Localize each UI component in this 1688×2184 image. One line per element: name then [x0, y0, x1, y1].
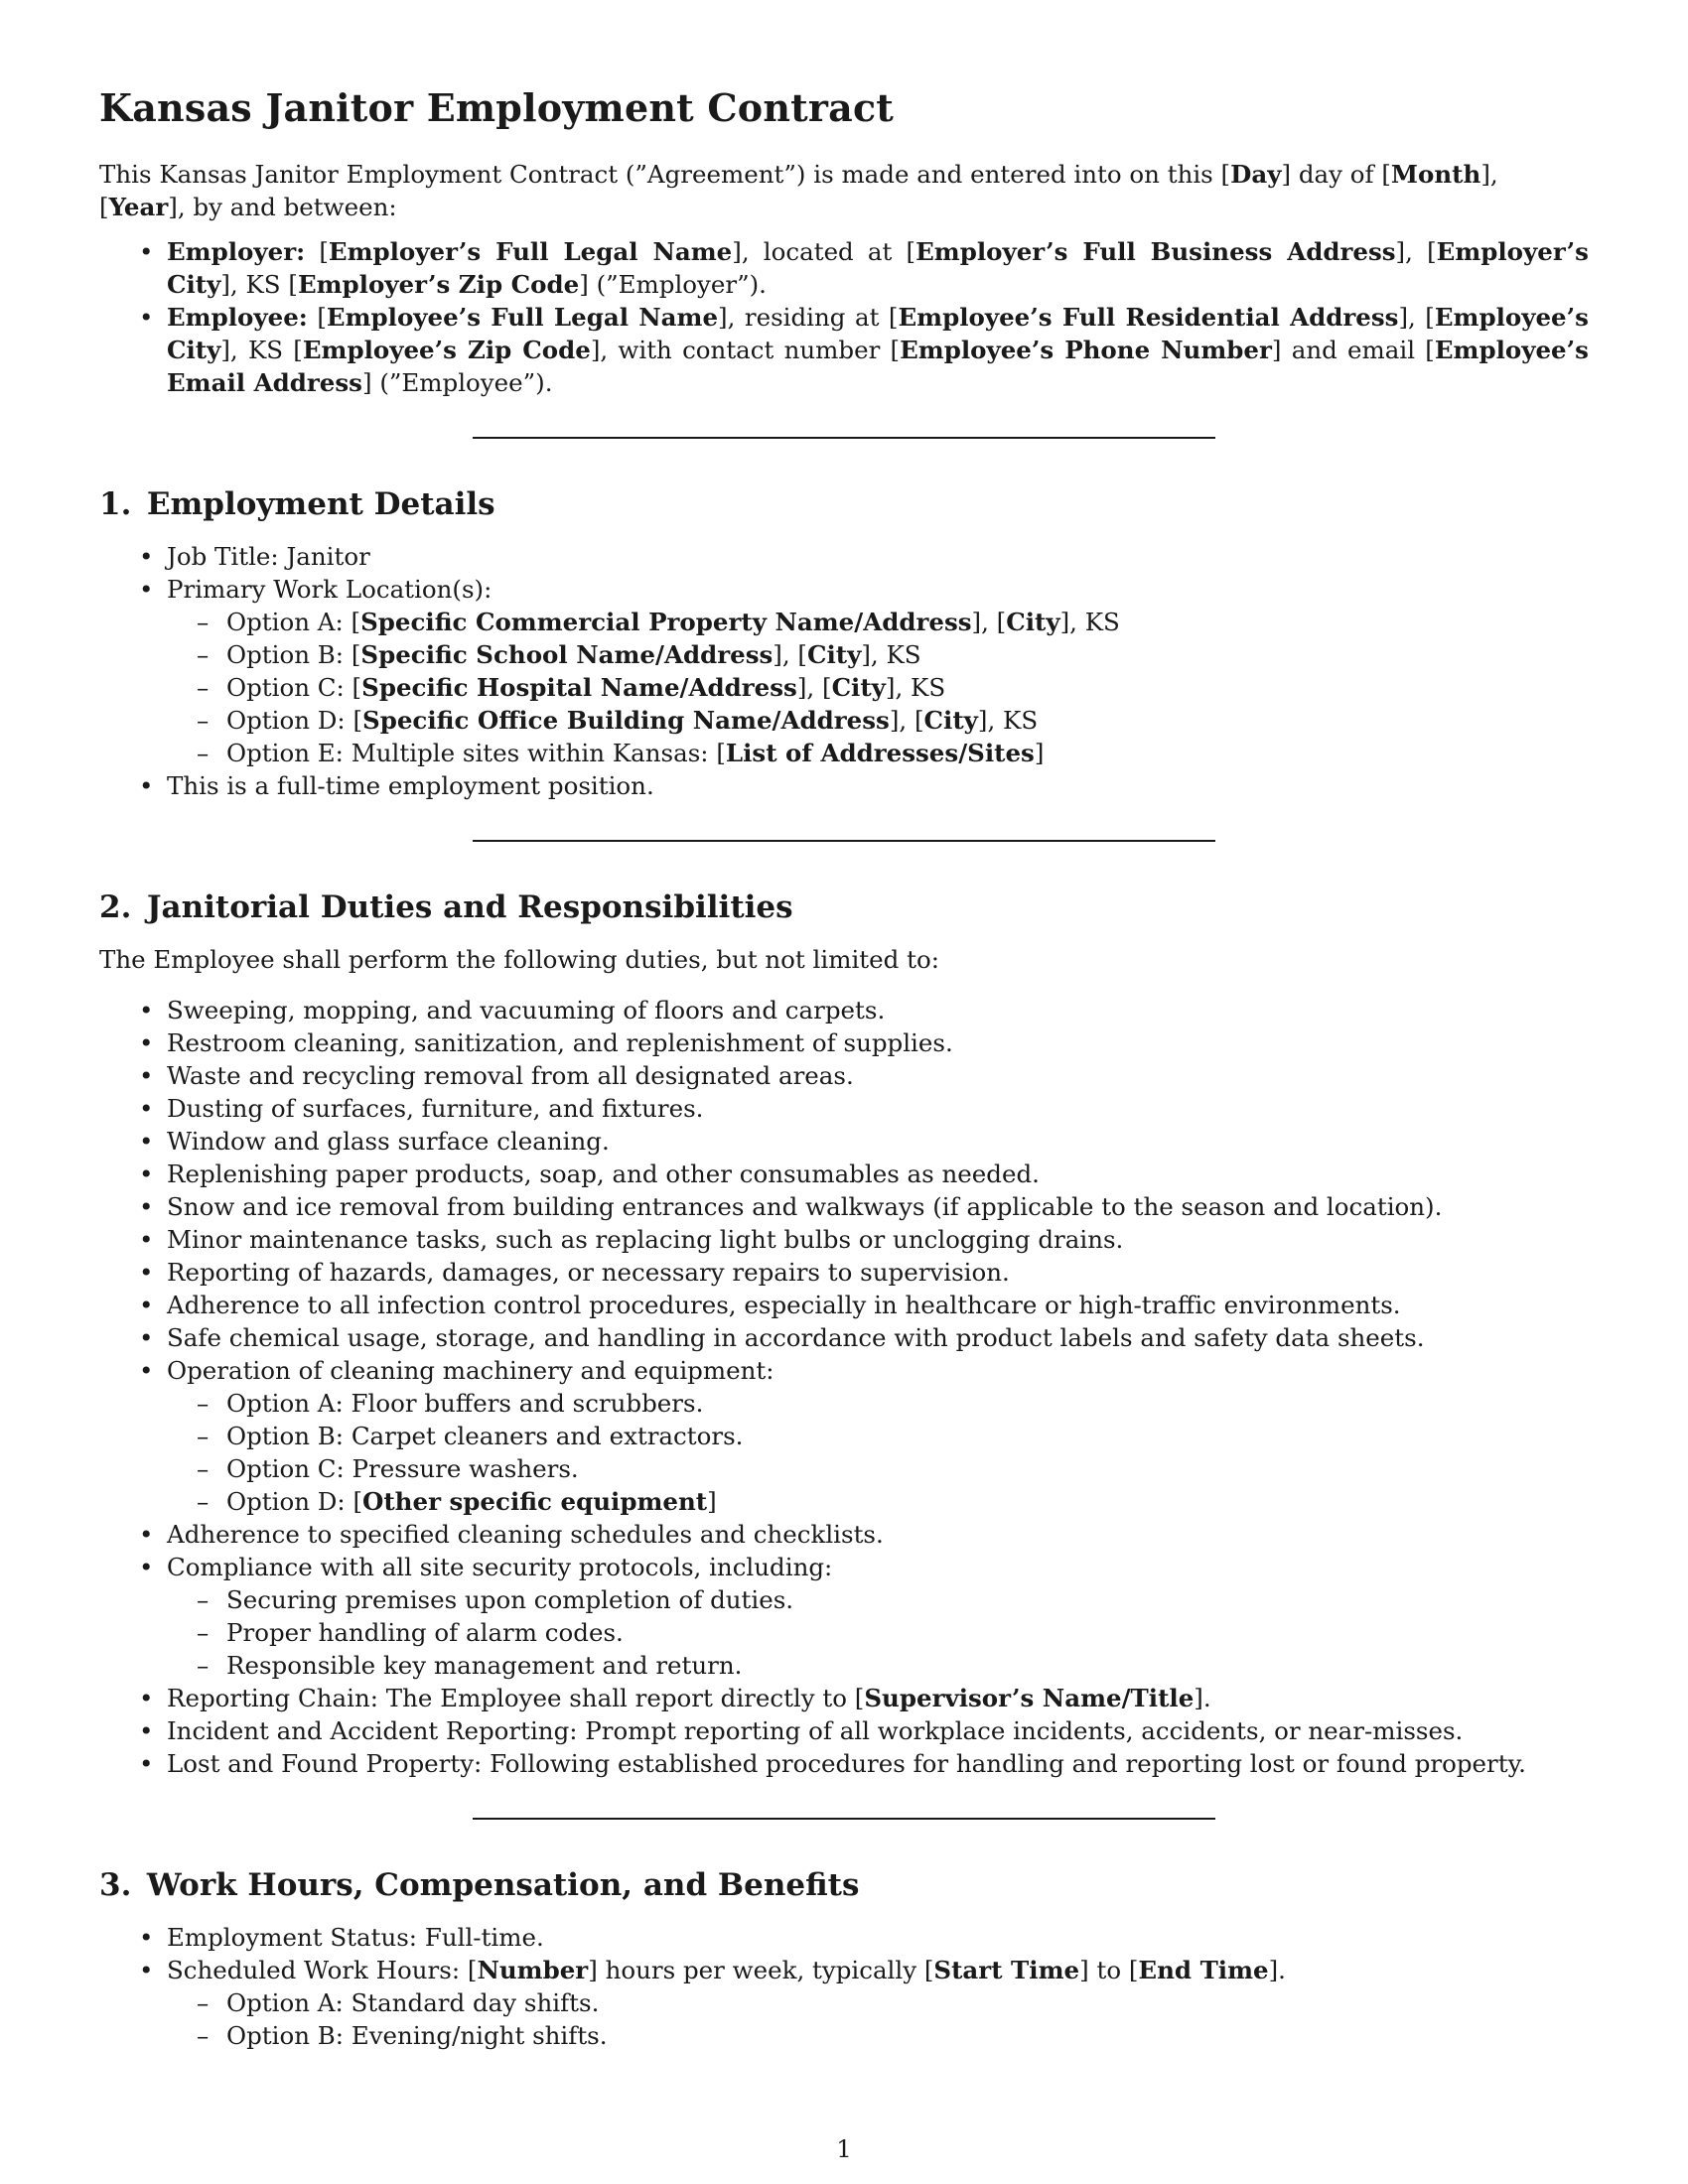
sub-list-item: – Option D: [Specific Office Building Name/Address], [City], KS	[226, 704, 1589, 737]
sub-list-item: – Responsible key management and return.	[226, 1649, 1589, 1682]
section-divider	[473, 437, 1215, 439]
list-item: • Window and glass surface cleaning.	[167, 1125, 1589, 1158]
employer-label: Employer:	[167, 237, 306, 266]
month-field: Month	[1390, 160, 1481, 189]
list-item: • Dusting of surfaces, furniture, and fixtures.	[167, 1092, 1589, 1125]
employee-item: • Employee: [Employee’s Full Legal Name], residing at [Employee’s Full Residential Address], [Employee’s City], KS [Employee’s Zip Code], with contact number [Employee’s Phone Number] and email [Employee’s Email Address] (”Employee”).	[167, 301, 1589, 399]
sub-list-item: – Proper handling of alarm codes.	[226, 1616, 1589, 1649]
shift-options	[167, 1986, 1589, 2052]
list-item: • Operation of cleaning machinery and equipment: – Option A: Floor buffers and scrubbers. – Option B: Carpet cleaners and extractors. – Option C: Pressure washers. – Option D: [Other specific equipment]	[167, 1354, 1589, 1518]
sub-list-item: – Option A: Standard day shifts.	[226, 1986, 1589, 2019]
list-item: • Incident and Accident Reporting: Prompt reporting of all workplace incidents, accidents, or near-misses.	[167, 1714, 1589, 1747]
employee-city-field: Employee’s City	[167, 303, 1589, 364]
employee-zip-field: Employee’s Zip Code	[302, 336, 591, 364]
end-time-field: End Time	[1138, 1956, 1269, 1984]
employee-phone-field: Employee’s Phone Number	[900, 336, 1272, 364]
sub-list-item: – Option A: [Specific Commercial Property Name/Address], [City], KS	[226, 606, 1589, 638]
list-item: • Snow and ice removal from building entrances and walkways (if applicable to the season and location).	[167, 1190, 1589, 1223]
document-title: Kansas Janitor Employment Contract	[99, 85, 895, 130]
security-protocols	[167, 1583, 1589, 1682]
employee-address-field: Employee’s Full Residential Address	[898, 303, 1399, 332]
list-item: • Employment Status: Full-time.	[167, 1921, 1589, 1954]
list-item: • Primary Work Location(s): – Option A: [Specific Commercial Property Name/Address], [City], KS – Option B: [Specific School Name/Address], [City], KS – Option C: [Specific Hospital Name/Address], [City], KS – Option D: [Specific Office Building Name/Address], [City], KS – Option E: Multiple sites within Kansas: [List of Addresses/Sites]	[167, 573, 1589, 769]
start-time-field: Start Time	[933, 1956, 1080, 1984]
list-item: • Restroom cleaning, sanitization, and replenishment of supplies.	[167, 1026, 1589, 1059]
parties-list	[99, 235, 1589, 399]
section-heading: 2. Janitorial Duties and Responsibilities	[99, 889, 793, 925]
employee-name-field: Employee’s Full Legal Name	[326, 303, 719, 332]
section-heading: 3. Work Hours, Compensation, and Benefits	[99, 1867, 860, 1903]
employment-details-list	[99, 540, 1589, 802]
list-item: • Lost and Found Property: Following established procedures for handling and reporting lost or found property.	[167, 1747, 1589, 1780]
sub-list-item: – Option B: Carpet cleaners and extractors.	[226, 1420, 1589, 1452]
employer-zip-field: Employer’s Zip Code	[297, 270, 580, 299]
list-item: • Adherence to specified cleaning schedules and checklists.	[167, 1518, 1589, 1551]
page-number: 1	[836, 2134, 852, 2163]
list-item: • Reporting of hazards, damages, or necessary repairs to supervision.	[167, 1256, 1589, 1289]
section-divider	[473, 1818, 1215, 1820]
list-item: • Job Title: Janitor	[167, 540, 1589, 573]
supervisor-field: Supervisor’s Name/Title	[864, 1684, 1195, 1712]
sub-list-item: – Option D: [Other specific equipment]	[226, 1485, 1589, 1518]
sub-list-item: – Option A: Floor buffers and scrubbers.	[226, 1387, 1589, 1420]
employer-name-field: Employer’s Full Legal Name	[328, 237, 733, 266]
list-item: • Minor maintenance tasks, such as replacing light bulbs or unclogging drains.	[167, 1223, 1589, 1256]
employee-label: Employee:	[167, 303, 308, 332]
sub-list-item: – Option E: Multiple sites within Kansas: [List of Addresses/Sites]	[226, 737, 1589, 769]
sub-list-item: – Option B: [Specific School Name/Address], [City], KS	[226, 638, 1589, 671]
section-divider	[473, 840, 1215, 842]
year-field: Year	[108, 193, 169, 221]
employee-email-field: Employee’s Email Address	[167, 336, 1589, 397]
list-item: • Compliance with all site security protocols, including: – Securing premises upon completion of duties. – Proper handling of alarm codes. – Responsible key management and return.	[167, 1551, 1589, 1682]
work-location-options	[167, 606, 1589, 769]
sub-list-item: – Securing premises upon completion of duties.	[226, 1583, 1589, 1616]
list-item: • Reporting Chain: The Employee shall report directly to [Supervisor’s Name/Title].	[167, 1682, 1589, 1714]
duties-lead: The Employee shall perform the following duties, but not limited to:	[99, 945, 939, 974]
list-item: • Sweeping, mopping, and vacuuming of floors and carpets.	[167, 994, 1589, 1026]
employer-address-field: Employer’s Full Business Address	[915, 237, 1396, 266]
section-heading: 1. Employment Details	[99, 486, 495, 522]
list-item: • Replenishing paper products, soap, and other consumables as needed.	[167, 1158, 1589, 1190]
list-item: • Scheduled Work Hours: [Number] hours per week, typically [Start Time] to [End Time]. – Option A: Standard day shifts. – Option B: Evening/night shifts.	[167, 1954, 1589, 2052]
hours-number-field: Number	[477, 1956, 589, 1984]
list-item: • Adherence to all infection control procedures, especially in healthcare or high-traffic environments.	[167, 1289, 1589, 1321]
list-item: • Waste and recycling removal from all designated areas.	[167, 1059, 1589, 1092]
sub-list-item: – Option B: Evening/night shifts.	[226, 2019, 1589, 2052]
intro-paragraph: This Kansas Janitor Employment Contract (”Agreement”) is made and entered into on this [Day] day of [Month], [Year], by and between:	[99, 160, 1498, 221]
machinery-options	[167, 1387, 1589, 1518]
work-hours-list	[99, 1921, 1589, 2052]
sub-list-item: – Option C: Pressure washers.	[226, 1452, 1589, 1485]
duties-list	[99, 994, 1589, 1780]
sub-list-item: – Option C: [Specific Hospital Name/Address], [City], KS	[226, 671, 1589, 704]
list-item: • This is a full-time employment position.	[167, 769, 1589, 802]
employer-city-field: Employer’s City	[167, 237, 1589, 299]
day-field: Day	[1230, 160, 1282, 189]
list-item: • Safe chemical usage, storage, and handling in accordance with product labels and safety data sheets.	[167, 1321, 1589, 1354]
employer-item: • Employer: [Employer’s Full Legal Name], located at [Employer’s Full Business Address], [Employer’s City], KS [Employer’s Zip Code] (”Employer”).	[167, 235, 1589, 301]
